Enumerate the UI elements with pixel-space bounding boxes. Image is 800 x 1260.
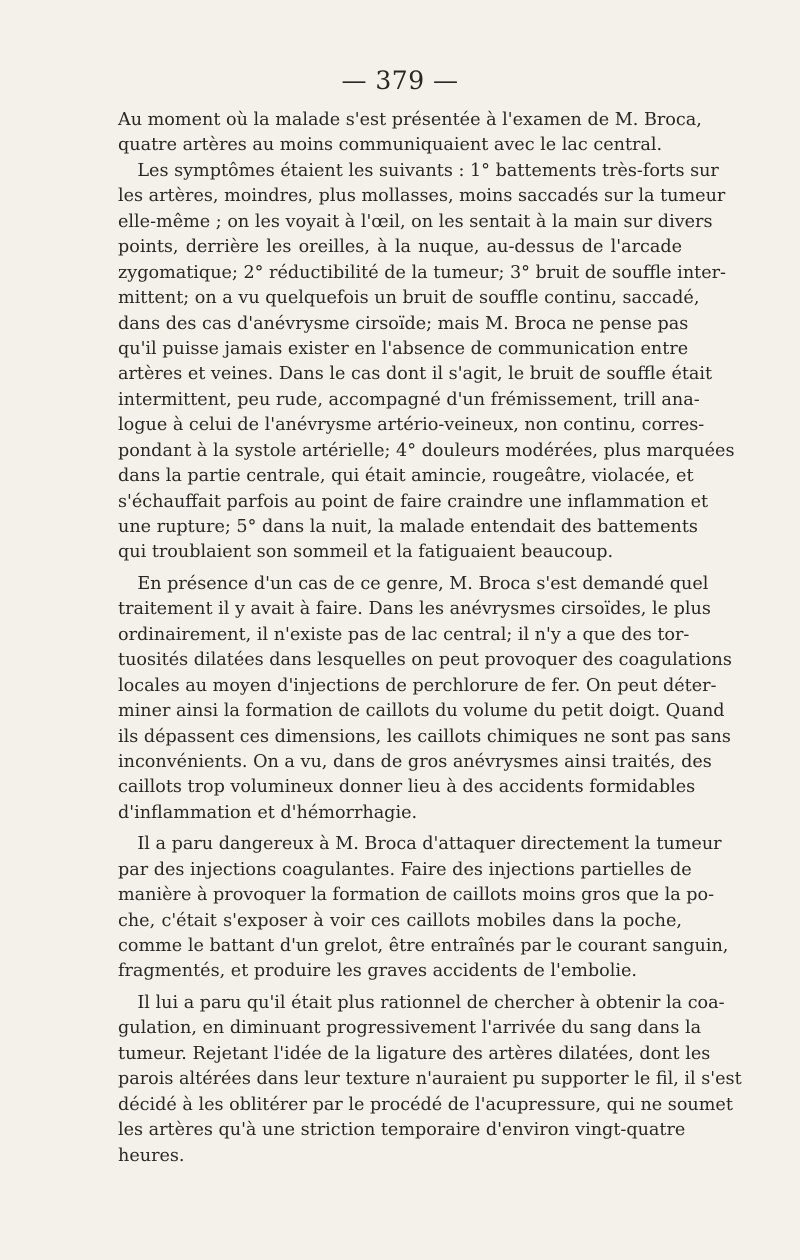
text-line: parois altérées dans leur texture n'auraient pu supporter le fil, il s'est	[118, 1069, 742, 1090]
text-line: che, c'était s'exposer à voir ces caillots mobiles dans la poche,	[118, 910, 682, 931]
text-line: s'échauffait parfois au point de faire craindre une inflammation et	[118, 491, 709, 512]
text-line: quatre artères au moins communiquaient avec le lac central.	[118, 135, 663, 156]
text-line: dans des cas d'anévrysme cirsoïde; mais M. Broca ne pense pas	[118, 313, 689, 334]
text-line: caillots trop volumineux donner lieu à des accidents formidables	[118, 777, 696, 798]
text-line: fragmentés, et produire les graves accidents de l'embolie.	[118, 961, 638, 982]
text-line: zygomatique; 2° réductibilité de la tumeur; 3° bruit de souffle inter-	[118, 262, 726, 283]
text-line: Les symptômes étaient les suivants : 1° battements très-forts sur	[137, 160, 719, 181]
text-line: points, derrière les oreilles, à la nuque, au-dessus de l'arcade	[118, 237, 682, 258]
text-line: tuosités dilatées dans lesquelles on peut provoquer des coagulations	[118, 650, 732, 671]
text-line: artères et veines. Dans le cas dont il s'agit, le bruit de souffle était	[118, 364, 713, 385]
text-line: une rupture; 5° dans la nuit, la malade entendait des battements	[118, 517, 698, 537]
text-line: Au moment où la malade s'est présentée à l'examen de M. Broca,	[118, 110, 702, 130]
text-line: manière à provoquer la formation de caillots moins gros que la po-	[118, 885, 715, 906]
text-line: Il lui a paru qu'il était plus rationnel de chercher à obtenir la coa-	[137, 992, 725, 1013]
text-line: locales au moyen d'injections de perchlorure de fer. On peut déter-	[118, 675, 717, 696]
text-line: décidé à les oblitérer par le procédé de l'acupressure, qui ne soumet	[118, 1094, 733, 1115]
text-line: tumeur. Rejetant l'idée de la ligature des artères dilatées, dont les	[118, 1043, 711, 1064]
text-line: Il a paru dangereux à M. Broca d'attaquer directement la tumeur	[137, 834, 722, 855]
text-line: logue à celui de l'anévrysme artério-veineux, non continu, corres-	[118, 415, 705, 436]
text-line: les artères qu'à une striction temporaire d'environ vingt-quatre	[118, 1120, 686, 1141]
text-line: miner ainsi la formation de caillots du volume du petit doigt. Quand	[118, 701, 725, 722]
text-line: comme le battant d'un grelot, être entraînés par le courant sanguin,	[118, 936, 729, 956]
text-line: gulation, en diminuant progressivement l'arrivée du sang dans la	[118, 1018, 702, 1039]
text-line: mittent; on a vu quelquefois un bruit de souffle continu, saccadé,	[118, 288, 700, 309]
text-line: En présence d'un cas de ce genre, M. Broca s'est demandé quel	[137, 573, 709, 594]
text-line: qui troublaient son sommeil et la fatiguaient beaucoup.	[118, 542, 614, 563]
text-line: inconvénients. On a vu, dans de gros anévrysmes ainsi traités, des	[118, 751, 712, 772]
text-line: par des injections coagulantes. Faire des injections partielles de	[118, 859, 692, 880]
text-line: ils dépassent ces dimensions, les caillots chimiques ne sont pas sans	[118, 726, 731, 747]
text-line: dans la partie centrale, qui était amincie, rougeâtre, violacée, et	[118, 466, 694, 487]
text-line: d'inflammation et d'hémorrhagie.	[118, 802, 418, 823]
text-line: ordinairement, il n'existe pas de lac central; il n'y a que des tor-	[118, 624, 690, 645]
text-line: les artères, moindres, plus mollasses, moins saccadés sur la tumeur	[118, 186, 726, 207]
page-number: — 379 —	[341, 66, 459, 95]
text-line: traitement il y avait à faire. Dans les anévrysmes cirsoïdes, le plus	[118, 599, 711, 620]
body-text	[118, 108, 742, 1169]
text-line: pondant à la systole artérielle; 4° douleurs modérées, plus marquées	[118, 440, 735, 461]
text-line: elle-même ; on les voyait à l'œil, on les sentait à la main sur divers	[118, 211, 713, 232]
text-line: intermittent, peu rude, accompagné d'un frémissement, trill ana-	[118, 389, 700, 410]
text-line: qu'il puisse jamais exister en l'absence de communication entre	[118, 338, 689, 359]
text-line: heures.	[118, 1145, 185, 1166]
